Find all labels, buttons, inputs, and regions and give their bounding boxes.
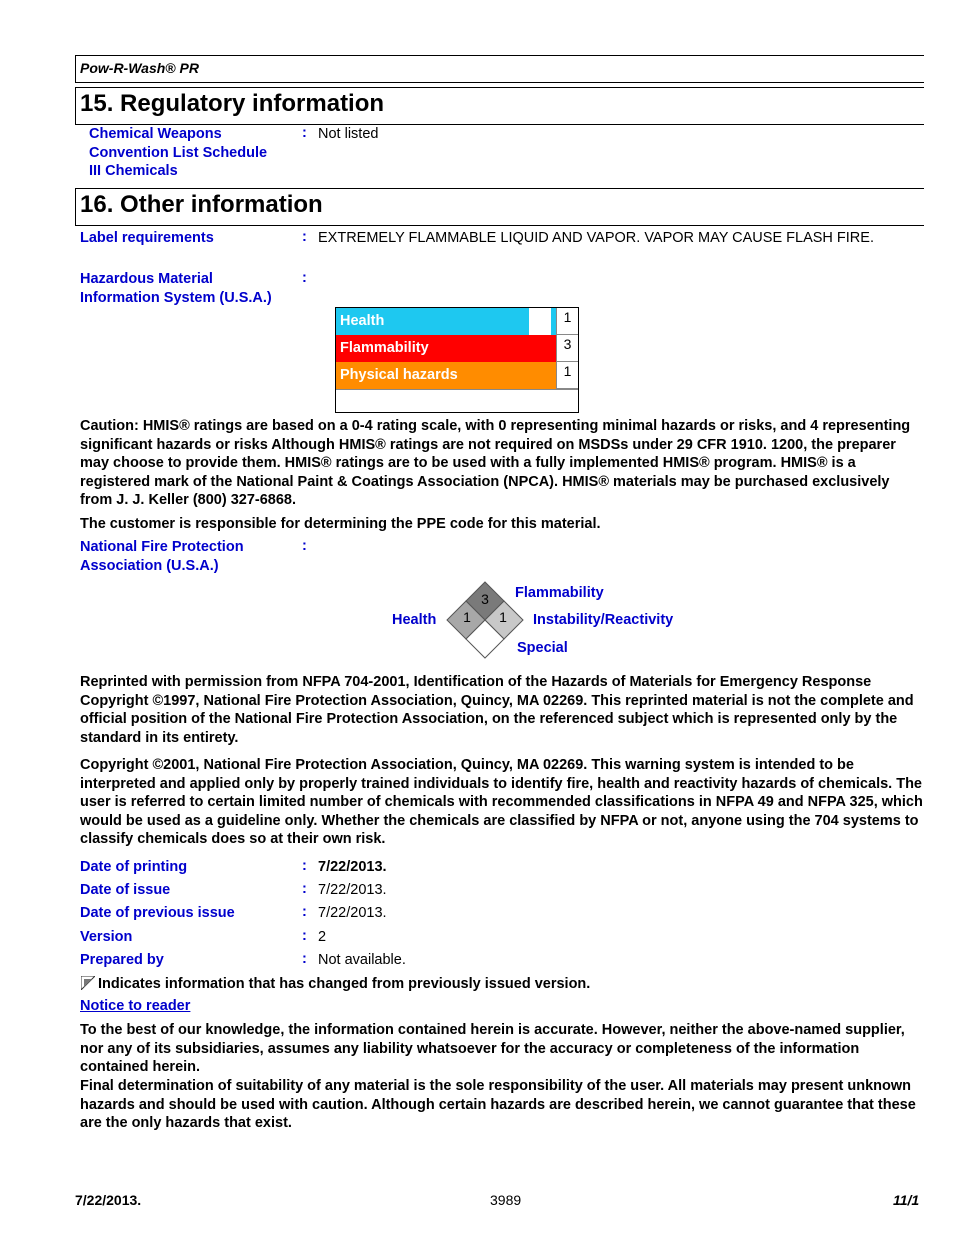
changed-indicator-text: Indicates information that has changed from previously issued version. xyxy=(98,976,591,992)
hmis-physical-hazards-row xyxy=(336,362,556,389)
colon: : xyxy=(302,928,307,944)
colon: : xyxy=(302,881,307,897)
cwc-label-line: Chemical Weapons xyxy=(89,126,222,142)
hmis-label xyxy=(80,270,272,307)
date-of-printing-value: 7/22/2013. xyxy=(318,859,387,875)
hmis-flammability-value: 3 xyxy=(556,335,578,362)
product-name: Pow-R-Wash® PR xyxy=(80,60,199,76)
colon: : xyxy=(302,538,307,554)
nfpa-flammability-label: Flammability xyxy=(515,585,604,601)
hmis-label-line: Hazardous Material xyxy=(80,271,213,287)
nfpa-reprint-text: Reprinted with permission from NFPA 704-2001, Identification of the Hazards of Materials for Emergency Response Copyright ©1997, National Fire Protection Association, Quincy, MA 02269. This reprinted material is not the complete and official position of the National Fire Protection Association, on the referenced subject which is represented only by the standard in its entirety. xyxy=(80,674,914,746)
hmis-physical-hazards-value: 1 xyxy=(556,362,578,389)
footer-date: 7/22/2013. xyxy=(75,1192,142,1208)
nfpa-instability-value: 1 xyxy=(499,609,507,625)
notice-paragraph-2: Final determination of suitability of any material is the sole responsibility of the user. All materials may present unknown hazards and should be used with caution. Although certain hazards are described herein, we cannot guarantee that these are the only hazards that exist. xyxy=(80,1078,916,1131)
prepared-by-label: Prepared by xyxy=(80,952,164,968)
nfpa-label xyxy=(80,538,244,575)
date-of-previous-issue-value: 7/22/2013. xyxy=(318,905,387,921)
cwc-label xyxy=(89,125,267,181)
hmis-flammability-row xyxy=(336,335,556,362)
section-16-title: 16. Other information xyxy=(80,191,323,218)
changed-marker-icon xyxy=(81,976,95,990)
version-label: Version xyxy=(80,929,133,945)
section-15-title: 15. Regulatory information xyxy=(80,90,385,117)
hmis-rating-table xyxy=(335,307,579,413)
ppe-text: The customer is responsible for determining the PPE code for this material. xyxy=(80,516,601,532)
notice-paragraph-1: To the best of our knowledge, the information contained herein is accurate. However, neither the above-named supplier, nor any of its subsidiaries, assumes any liability whatsoever for the accuracy or completeness of the information contained herein. xyxy=(80,1022,905,1075)
label-requirements-label: Label requirements xyxy=(80,230,214,246)
version-value: 2 xyxy=(318,929,327,945)
nfpa-instability-label: Instability/Reactivity xyxy=(533,612,674,628)
hmis-physical-hazards-label: Physical hazards xyxy=(340,367,458,383)
hmis-health-row xyxy=(336,308,529,335)
nfpa-health-label: Health xyxy=(392,612,437,628)
footer-code: 3989 xyxy=(490,1192,522,1208)
date-of-issue-value: 7/22/2013. xyxy=(318,882,387,898)
date-of-printing-label: Date of printing xyxy=(80,859,188,875)
nfpa-special-label: Special xyxy=(517,640,568,656)
prepared-by-value: Not available. xyxy=(318,952,406,968)
label-requirements-value: EXTREMELY FLAMMABLE LIQUID AND VAPOR. VAPOR MAY CAUSE FLASH FIRE. xyxy=(318,230,874,246)
hmis-ppe-divider xyxy=(336,389,578,390)
colon: : xyxy=(302,951,307,967)
nfpa-copyright-text: Copyright ©2001, National Fire Protection Association, Quincy, MA 02269. This warning system is intended to be interpreted and applied only by properly trained individuals to identify fire, health and reactivity hazards of chemicals. The user is referred to certain limited number of chemicals with recommended classifications in NFPA 49 and NFPA 325, which would be used as a guideline only. Whether the chemicals are classified by NFPA or not, anyone using the 704 systems to classify chemicals does so at their own risk. xyxy=(80,757,923,847)
hmis-label-line: Information System (U.S.A.) xyxy=(80,289,272,306)
cwc-value: Not listed xyxy=(318,126,379,142)
colon: : xyxy=(302,904,307,920)
colon: : xyxy=(302,125,307,141)
hmis-caution-text: Caution: HMIS® ratings are based on a 0-4 rating scale, with 0 representing minimal hazards or risks, and 4 representing significant hazards or risks Although HMIS® ratings are not required on MSDSs under 29 CFR 1910. 1200, the preparer may choose to provide them. HMIS® ratings are to be used with a fully implemented HMIS® program. HMIS® is a registered mark of the National Paint & Coatings Association (NPCA). HMIS® materials may be purchased exclusively from J. J. Keller (800) 327-6868. xyxy=(80,418,911,508)
nfpa-label-line: National Fire Protection xyxy=(80,539,244,555)
colon: : xyxy=(302,270,307,286)
footer-page: 11/1 xyxy=(893,1192,920,1208)
colon: : xyxy=(302,229,307,245)
date-of-issue-label: Date of issue xyxy=(80,882,171,898)
nfpa-label-line: Association (U.S.A.) xyxy=(80,557,219,574)
hmis-flammability-label: Flammability xyxy=(340,340,429,356)
date-of-previous-issue-label: Date of previous issue xyxy=(80,905,235,921)
cwc-label-line: Convention List Schedule xyxy=(89,144,268,161)
hmis-health-value: 1 xyxy=(556,308,578,335)
cwc-label-line: III Chemicals xyxy=(89,163,178,179)
hmis-health-label: Health xyxy=(340,313,385,329)
notice-to-reader-link[interactable]: Notice to reader xyxy=(80,998,191,1014)
hmis-health-gap xyxy=(529,308,551,335)
nfpa-flammability-value: 3 xyxy=(481,591,489,607)
colon: : xyxy=(302,858,307,874)
nfpa-health-value: 1 xyxy=(463,609,471,625)
product-header-box xyxy=(75,55,924,83)
